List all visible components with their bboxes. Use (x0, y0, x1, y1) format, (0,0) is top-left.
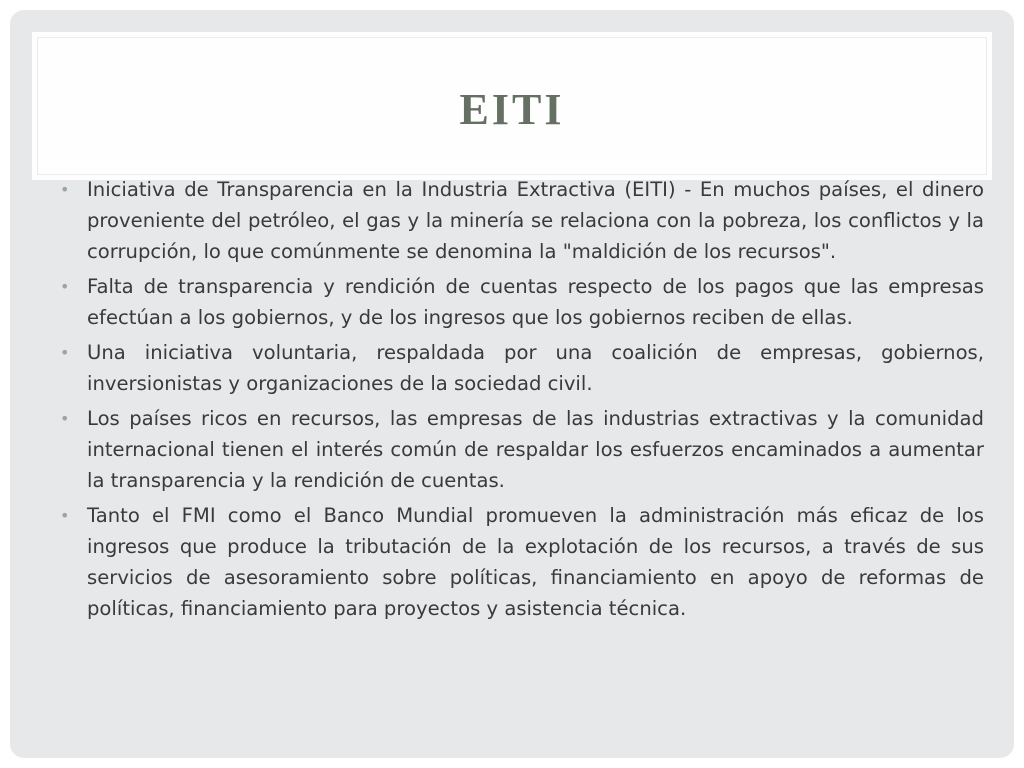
bullet-item (60, 174, 984, 267)
bullet-icon: • (60, 277, 70, 296)
bullet-icon: • (60, 506, 70, 525)
bullet-icon: • (60, 409, 70, 428)
bullet-text: Tanto el FMI como el Banco Mundial promueven la administración más eficaz de los ingresos que produce la tributación de la explotación de los recursos, a través de sus servicios de asesoramiento sobre políticas, financiamiento en apoyo de reformas de políticas, financiamiento para proyectos y asistencia técnica. (87, 504, 984, 620)
bullet-text: Los países ricos en recursos, las empresas de las industrias extractivas y la comunidad internacional tienen el interés común de respaldar los esfuerzos encaminados a aumentar la transparencia y la rendición de cuentas. (87, 407, 984, 492)
bullet-text: Falta de transparencia y rendición de cuentas respecto de los pagos que las empresas efectúan a los gobiernos, y de los ingresos que los gobiernos reciben de ellas. (87, 275, 984, 329)
bullet-text: Iniciativa de Transparencia en la Industria Extractiva (EITI) - En muchos países, el dinero proveniente del petróleo, el gas y la minería se relaciona con la pobreza, los conflictos y la corrupción, lo que comúnmente se denomina la "maldición de los recursos". (87, 178, 984, 263)
bullet-text: Una iniciativa voluntaria, respaldada por una coalición de empresas, gobiernos, inversionistas y organizaciones de la sociedad civil. (87, 341, 984, 395)
bullet-icon: • (60, 180, 70, 199)
bullet-list (60, 174, 984, 628)
bullet-icon: • (60, 343, 70, 362)
bullet-item (60, 337, 984, 399)
title-box (32, 32, 992, 180)
bullet-item (60, 403, 984, 496)
bullet-item (60, 500, 984, 624)
bullet-item (60, 271, 984, 333)
slide-title: EITI (459, 85, 565, 134)
slide (10, 10, 1014, 758)
